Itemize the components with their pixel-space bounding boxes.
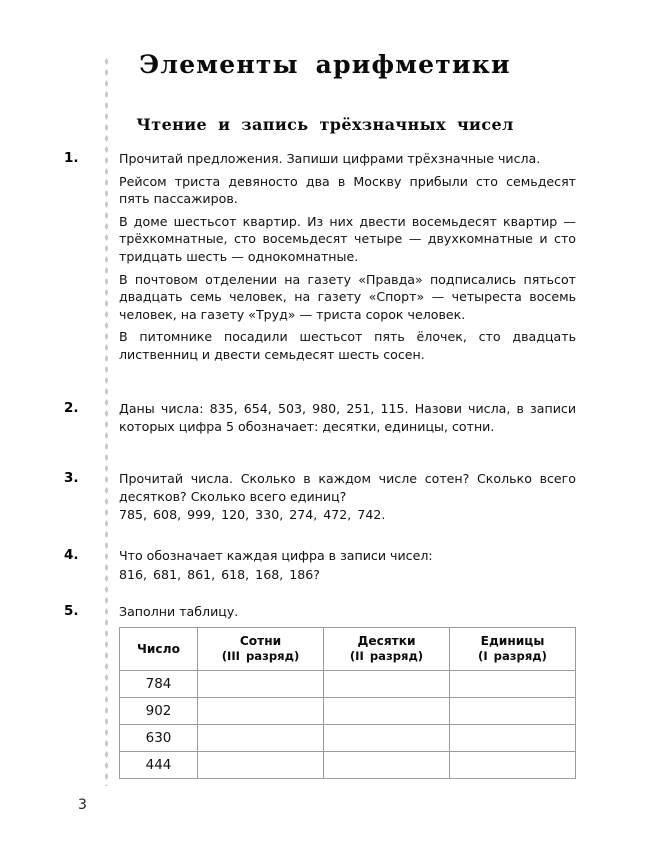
exercise-1-item-c: В почтовом отделении на газету «Правда» подписались пятьсот двадцать семь человек, на газету «Спорт» — четыреста восемь человек, на газету «Труд» — триста сорок человек.: [119, 271, 576, 322]
exercise-3-number: 3.: [64, 470, 79, 486]
table-cell-units[interactable]: [450, 725, 576, 752]
table-cell-hundreds[interactable]: [198, 671, 324, 698]
exercise-4-numbers: 816, 681, 861, 618, 168, 186?: [119, 566, 320, 582]
table-cell-tens[interactable]: [324, 698, 450, 725]
table-cell-number: 630: [120, 725, 198, 752]
exercise-5-number: 5.: [64, 603, 79, 619]
exercise-4-body: [119, 547, 576, 583]
table-cell-number: 902: [120, 698, 198, 725]
exercise-3-body: [119, 470, 576, 524]
table-header-units-sublabel: (I разряд): [478, 649, 547, 663]
table-cell-tens[interactable]: [324, 725, 450, 752]
table-row: [120, 698, 576, 725]
place-value-table-wrapper: [119, 627, 575, 779]
exercise-5-body: [119, 603, 576, 621]
table-row: [120, 752, 576, 779]
table-header-row: [120, 628, 576, 671]
table-cell-hundreds[interactable]: [198, 752, 324, 779]
table-header-hundreds-label: Сотни: [239, 634, 282, 648]
exercise-2-number: 2.: [64, 400, 79, 416]
table-header-hundreds-sublabel: (III разряд): [221, 649, 300, 663]
table-header-units: [450, 628, 576, 671]
exercise-4: [64, 547, 576, 584]
table-cell-hundreds[interactable]: [198, 698, 324, 725]
section-subtitle: Чтение и запись трёхзначных чисел: [136, 115, 514, 134]
table-cell-tens[interactable]: [324, 671, 450, 698]
table-cell-units[interactable]: [450, 752, 576, 779]
exercise-4-number: 4.: [64, 547, 79, 563]
table-cell-number: 444: [120, 752, 198, 779]
exercise-2: [64, 400, 576, 436]
exercise-1-item-b: В доме шестьсот квартир. Из них двести восемьдесят квартир — трёхкомнатные, сто восемьдесят четыре — двухкомнатные и сто тридцать шесть — однокомнатные.: [119, 213, 576, 264]
table-header-tens: [324, 628, 450, 671]
exercise-1-body: [119, 150, 576, 364]
exercise-1-number: 1.: [64, 150, 79, 166]
table-header-hundreds: [198, 628, 324, 671]
exercise-1-item-d: В питомнике посадили шестьсот пять ёлочек, сто двадцать лиственниц и двести семьдесят шесть сосен.: [119, 329, 576, 362]
table-row: [120, 671, 576, 698]
table-cell-hundreds[interactable]: [198, 725, 324, 752]
table-header-tens-sublabel: (II разряд): [349, 649, 424, 663]
exercise-5-prompt: Заполни таблицу.: [119, 604, 239, 619]
table-cell-number: 784: [120, 671, 198, 698]
exercise-3-prompt: Прочитай числа. Сколько в каждом числе сотен? Сколько всего десятков? Сколько всего единиц?: [119, 471, 576, 504]
exercise-1: [64, 150, 576, 365]
table-header-tens-label: Десятки: [357, 634, 416, 648]
table-cell-units[interactable]: [450, 671, 576, 698]
table-cell-tens[interactable]: [324, 752, 450, 779]
exercise-1-item-a: Рейсом триста девяносто два в Москву прибыли сто семьдесят пять пассажиров.: [119, 173, 576, 207]
table-header-number: [120, 628, 198, 671]
exercise-5: [64, 603, 576, 622]
table-header-number-label: Число: [137, 641, 180, 656]
table-cell-units[interactable]: [450, 698, 576, 725]
exercise-2-prompt: Даны числа: 835, 654, 503, 980, 251, 115. Назови числа, в записи которых цифра 5 обозначает: десятки, единицы, сотни.: [119, 401, 576, 434]
place-value-table: [119, 627, 576, 779]
exercise-3: [64, 470, 576, 525]
exercise-2-body: [119, 400, 576, 435]
exercise-1-prompt: Прочитай предложения. Запиши цифрами трёхзначные числа.: [119, 151, 541, 166]
table-header-units-label: Единицы: [480, 634, 545, 648]
exercise-3-numbers: 785, 608, 999, 120, 330, 274, 472, 742.: [119, 507, 386, 523]
page-title: Элементы арифметики: [139, 50, 511, 79]
exercise-4-prompt: Что обозначает каждая цифра в записи чисел:: [119, 548, 433, 563]
page-number: 3: [78, 797, 87, 813]
table-row: [120, 725, 576, 752]
